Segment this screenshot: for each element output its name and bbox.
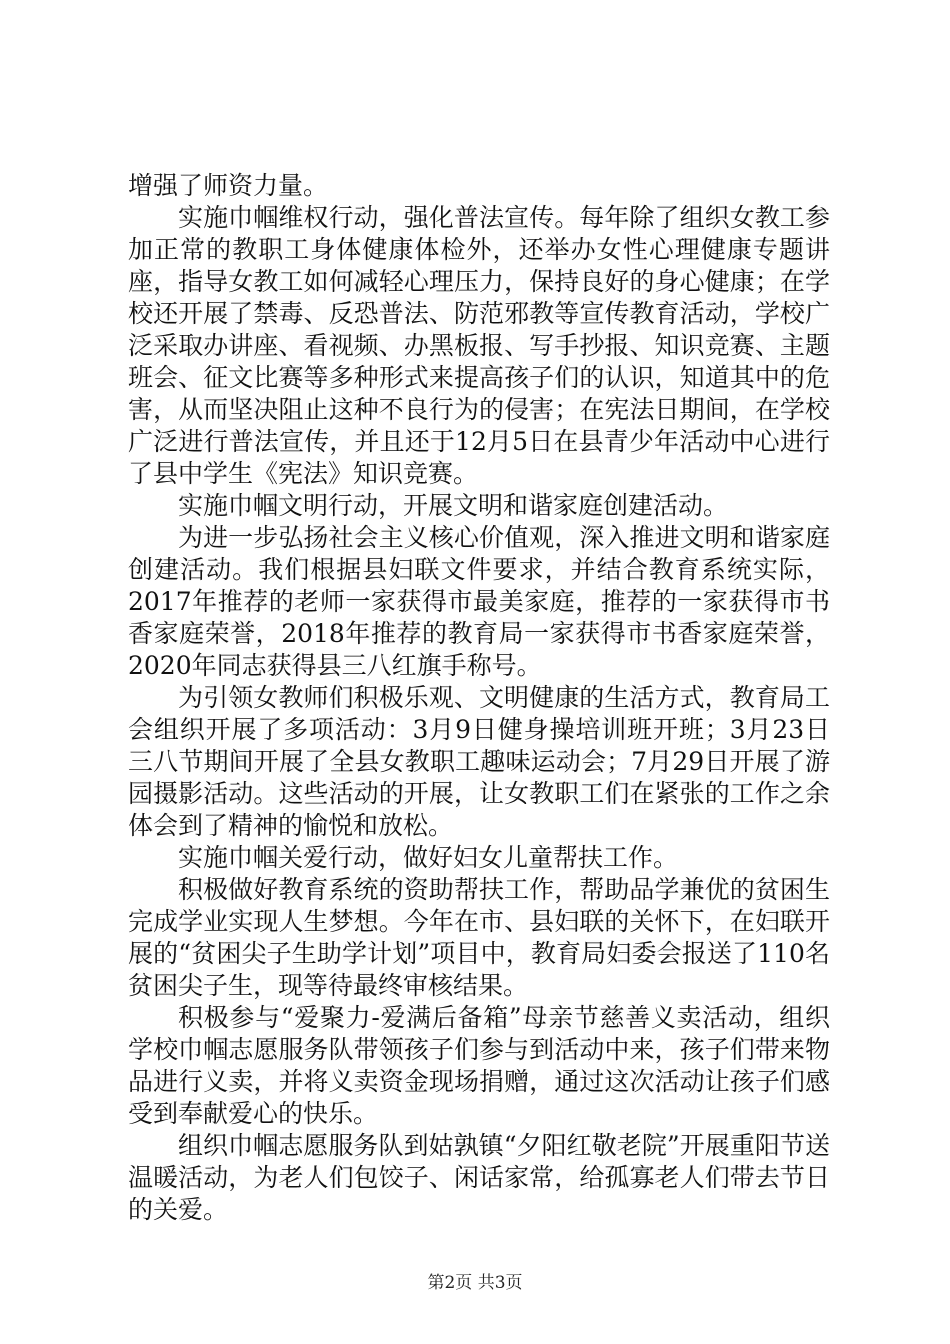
paragraph-4: 为进一步弘扬社会主义核心价值观，深入推进文明和谐家庭创建活动。我们根据县妇联文件要求，并结合教育系统实际，2017年推荐的老师一家获得市最美家庭，推荐的一家获得市书香家庭荣誉，2018年推荐的教育局一家获得市书香家庭荣誉，2020年同志获得县三八红旗手称号。 <box>128 523 830 680</box>
paragraph-9: 组织巾帼志愿服务队到姑孰镇“夕阳红敬老院”开展重阳节送温暖活动，为老人们包饺子、闲话家常，给孤寡老人们带去节日的关爱。 <box>128 1131 830 1224</box>
page-number-footer: 第2页 共3页 <box>427 1273 523 1293</box>
paragraph-2: 实施巾帼维权行动，强化普法宣传。每年除了组织女教工参加正常的教职工身体健康体检外，还举办女性心理健康专题讲座，指导女教工如何减轻心理压力，保持良好的身心健康；在学校还开展了禁毒、反恐普法、防范邪教等宣传教育活动，学校广泛采取办讲座、看视频、办黑板报、写手抄报、知识竞赛、主题班会、征文比赛等多种形式来提高孩子们的认识，知道其中的危害，从而坚决阻止这种不良行为的侵害；在宪法日期间，在学校广泛进行普法宣传，并且还于12月5日在县青少年活动中心进行了县中学生《宪法》知识竞赛。 <box>128 203 830 488</box>
paragraph-3: 实施巾帼文明行动，开展文明和谐家庭创建活动。 <box>178 491 729 520</box>
paragraph-1: 增强了师资力量。 <box>128 171 329 200</box>
paragraph-7: 积极做好教育系统的资助帮扶工作，帮助品学兼优的贫困生完成学业实现人生梦想。今年在市、县妇联的关怀下，在妇联开展的“贫困尖子生助学计划”项目中，教育局妇委会报送了110名贫困尖子生，现等待最终审核结果。 <box>128 875 830 1000</box>
paragraph-5: 为引领女教师们积极乐观、文明健康的生活方式，教育局工会组织开展了多项活动：3月9日健身操培训班开班；3月23日三八节期间开展了全县女教职工趣味运动会；7月29日开展了游园摄影活动。这些活动的开展，让女教职工们在紧张的工作之余体会到了精神的愉悦和放松。 <box>128 683 830 840</box>
paragraph-8: 积极参与“爱聚力-爱满后备箱”母亲节慈善义卖活动，组织学校巾帼志愿服务队带领孩子们参与到活动中来，孩子们带来物品进行义卖，并将义卖资金现场捐赠，通过这次活动让孩子们感受到奉献爱心的快乐。 <box>128 1003 830 1128</box>
paragraph-6: 实施巾帼关爱行动，做好妇女儿童帮扶工作。 <box>178 843 679 872</box>
document-body <box>128 170 830 1226</box>
